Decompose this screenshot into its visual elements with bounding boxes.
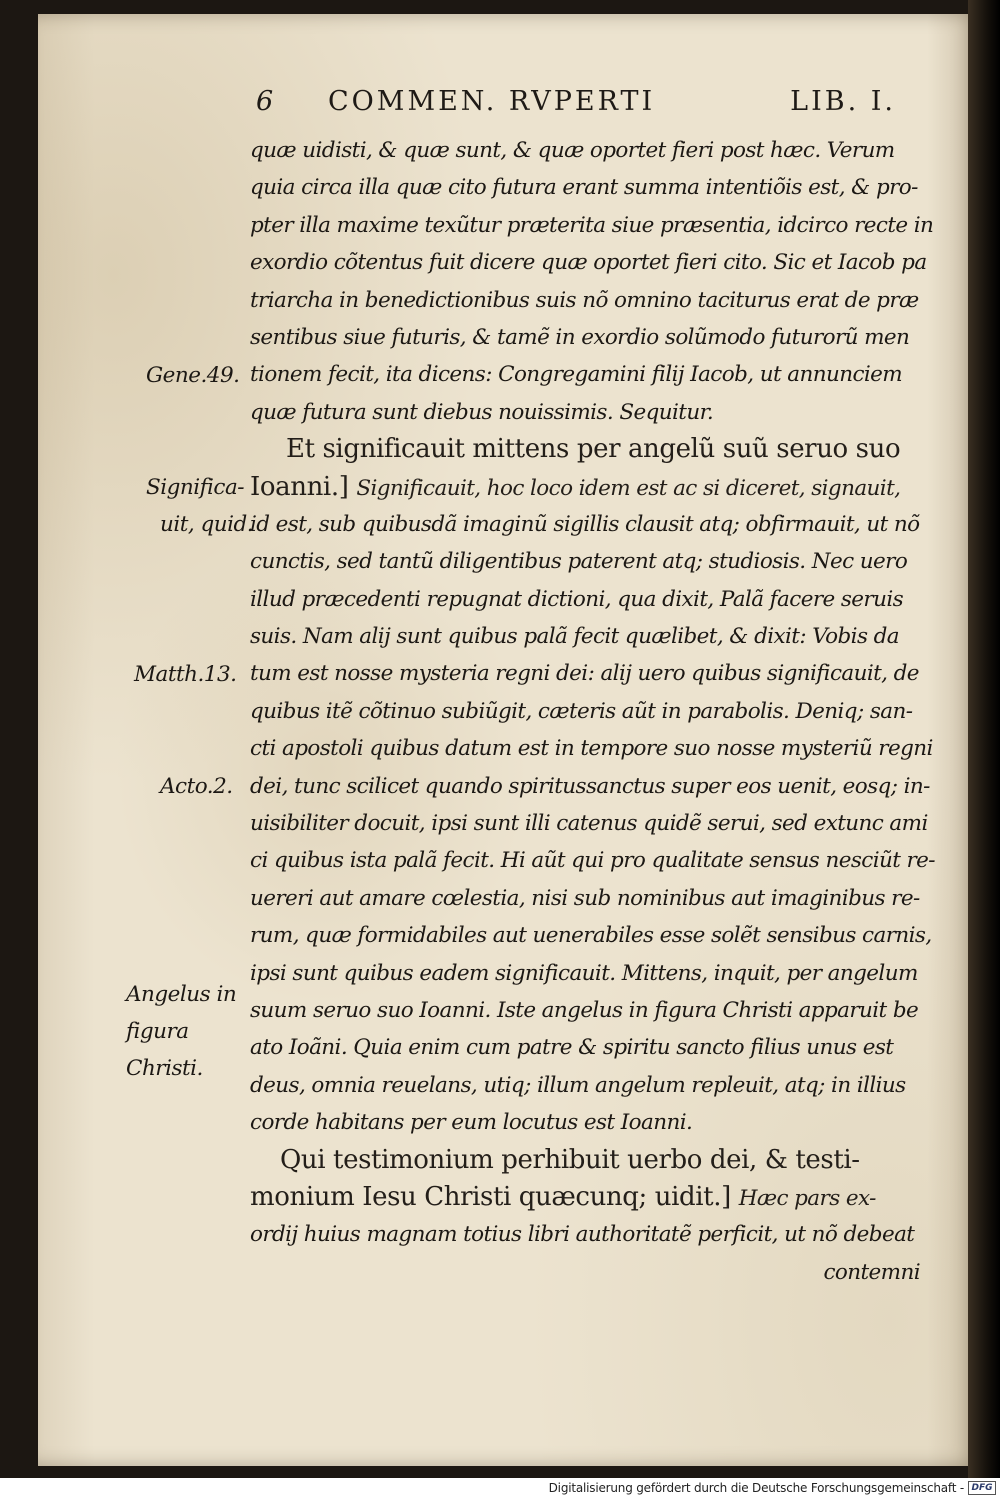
text-line: ci quibus ista palã fecit. Hi aũt qui pro qualitate sensus nesciũt re-: [250, 848, 935, 874]
text-line: dei, tunc scilicet quando spiritussanctus super eos uenit, eosq; in-: [250, 773, 930, 799]
margin-note-matth: Matth.13.: [134, 662, 237, 687]
text-line: suis. Nam alij sunt quibus palã fecit quælibet, & dixit: Vobis da: [250, 624, 900, 650]
text-line: tum est nosse mysteria regni dei: alij uero quibus significauit, de: [250, 661, 919, 687]
page-number: 6: [256, 86, 276, 117]
text-line: rum, quæ formidabiles aut uenerabiles esse solẽt sensibus carnis,: [250, 923, 932, 949]
book-number: LIB. I.: [790, 86, 896, 117]
body-text: [250, 132, 940, 1291]
text-line: quia circa illa quæ cito futura erant summa intentiõis est, & pro-: [250, 175, 918, 201]
text-line: deus, omnia reuelans, utiq; illum angelum repleuit, atq; in illius: [250, 1072, 906, 1098]
text-line: quæ uidisti, & quæ sunt, & quæ oportet fieri post hæc. Verum: [250, 138, 895, 163]
text-line: illud præcedenti repugnat dictioni, qua dixit, Palã facere seruis: [250, 586, 904, 612]
text-line: cti apostoli quibus datum est in tempore suo nosse mysteriũ regni: [250, 736, 933, 762]
text-line: quæ futura sunt diebus nouissimis. Sequitur.: [250, 399, 714, 425]
dfg-logo: DFG: [968, 1481, 996, 1495]
margin-note-angelus-3: Christi.: [126, 1056, 203, 1081]
running-head: [256, 86, 896, 126]
lemma-end: monium Iesu Christi quæcunq; uidit.]: [250, 1181, 731, 1212]
text-line: triarcha in benedictionibus suis nõ omnino taciturus erat de præ: [250, 287, 919, 313]
margin-note-angelus-2: figura: [126, 1019, 189, 1044]
book-spine-edge: [968, 0, 1000, 1478]
margin-note-significauit-2: uit, quid.: [160, 512, 254, 537]
commentary-start: Significauit, hoc loco idem est ac si diceret, signauit,: [356, 475, 901, 501]
lemma-line: Qui testimonium perhibuit uerbo dei, & testi-: [280, 1144, 860, 1175]
margin-note-acto: Acto.2.: [160, 774, 233, 799]
text-line: pter illa maxime texũtur præterita siue præsentia, idcirco recte in: [250, 212, 934, 238]
footer-bar: [0, 1478, 1000, 1499]
text-line: quibus itẽ cõtinuo subiũgit, cæteris aũt in parabolis. Deniq; san-: [250, 698, 913, 724]
funding-credit: Digitalisierung gefördert durch die Deutsche Forschungsgemeinschaft -: [548, 1481, 964, 1495]
lemma-line: Et significauit mittens per angelũ suũ seruo suo: [286, 434, 901, 465]
text-line: suum seruo suo Ioanni. Iste angelus in figura Christi apparuit be: [250, 997, 919, 1023]
text-line: cunctis, sed tantũ diligentibus paterent atq; studiosis. Nec uero: [250, 549, 908, 575]
margin-note-gene: Gene.49.: [146, 363, 240, 388]
text-line: id est, sub quibusdã imaginũ sigillis clausit atq; obfirmauit, ut nõ: [250, 511, 920, 537]
text-line: corde habitans per eum locutus est Ioanni.: [250, 1110, 693, 1136]
commentary-start: Hæc pars ex-: [738, 1185, 876, 1211]
catchword: contemni: [823, 1259, 920, 1285]
text-line: ipsi sunt quibus eadem significauit. Mittens, inquit, per angelum: [250, 960, 918, 986]
margin-note-significauit-1: Significa-: [146, 475, 245, 500]
margin-note-angelus-1: Angelus in: [126, 982, 237, 1007]
lemma-end: Ioanni.]: [250, 471, 349, 502]
text-line: uereri aut amare cœlestia, nisi sub nominibus aut imaginibus re-: [250, 885, 920, 911]
text-line: ato Ioãni. Quia enim cum patre & spiritu sancto filius unus est: [250, 1035, 894, 1061]
margin-notes: [0, 0, 254, 1478]
text-line: sentibus siue futuris, & tamẽ in exordio solũmodo futurorũ men: [250, 324, 910, 350]
text-line: tionem fecit, ita dicens: Congregamini filij Iacob, ut annunciem: [250, 362, 903, 388]
text-line: uisibiliter docuit, ipsi sunt illi catenus quidẽ serui, sed extunc ami: [250, 811, 928, 837]
text-line: exordio cõtentus fuit dicere quæ oportet fieri cito. Sic et Iacob pa: [250, 250, 927, 276]
lemma-line: [250, 469, 940, 506]
lemma-line: [250, 1179, 940, 1216]
running-title: COMMEN. RVPERTI: [328, 86, 656, 117]
text-line: ordij huius magnam totius libri authoritatẽ perficit, ut nõ debeat: [250, 1222, 915, 1248]
